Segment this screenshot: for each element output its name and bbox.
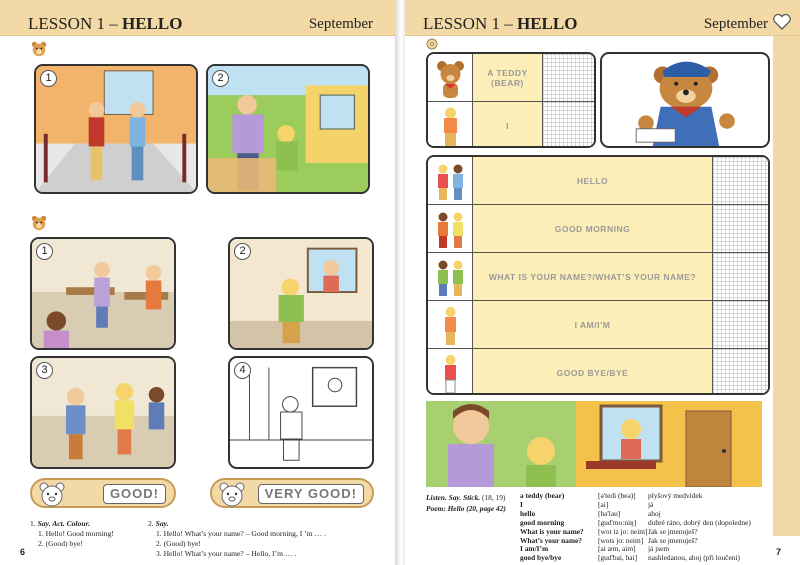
- vocab-row: good morning [gud'mo:niŋ] dobré ráno, dobrý den (dopoledne): [520, 517, 751, 527]
- listen-say-stick: Listen. Say. Stick. (18, 19) Poem: Hello (20, page 42): [426, 493, 506, 513]
- girl-goodbye-picture: [428, 349, 473, 395]
- exercise2-instructions: 2. Say. 1. Hello! What’s your name? – Good morning, I ’m … . 2. (Good) bye! 3. Hello! What’s your name? – Hello, I’m … .: [148, 519, 393, 559]
- bear-marker-2-icon: [30, 214, 48, 232]
- bear-face-icon: [218, 481, 246, 507]
- teddy-bear-drawing-picture: [600, 52, 770, 148]
- vocab-row: What’s your name? [wots jo: neim] Jak se jmenuješ?: [520, 535, 698, 545]
- word-teddy-bear: A TEDDY (BEAR): [473, 54, 543, 101]
- exercise2-picture-4: [228, 356, 374, 469]
- page-number-left: 6: [20, 547, 26, 557]
- girl-picture: [428, 102, 473, 148]
- table-row: [428, 102, 594, 148]
- exercise2-picture-2: [228, 237, 374, 350]
- panel-number: 1: [40, 70, 57, 87]
- exercise1-picture-2: [206, 64, 370, 194]
- good-badge: [30, 478, 176, 508]
- panel-number: 3: [36, 362, 53, 379]
- phrase-hello: HELLO: [473, 157, 713, 204]
- phrase-good-bye: GOOD BYE/BYE: [473, 349, 713, 395]
- book-gutter: [395, 0, 405, 565]
- exercise1-picture-1: [34, 64, 198, 194]
- writing-grid: [543, 54, 594, 101]
- vocab-row: What is your name? [wot iz jo: neim] Jak se jmenuješ?: [520, 526, 698, 536]
- top-vocab-table: [426, 52, 596, 148]
- bear-marker-1-icon: [30, 40, 48, 58]
- teddy-bear-picture: [428, 54, 473, 101]
- left-month: September: [308, 16, 373, 32]
- writing-grid: [713, 205, 768, 252]
- phrase-what-is-your-name: WHAT IS YOUR NAME?/WHAT’S YOUR NAME?: [473, 253, 713, 300]
- instruction-line: 2. (Good) bye!: [38, 539, 83, 548]
- table-row: [428, 54, 594, 102]
- vocab-row: I [ai] já: [520, 499, 654, 509]
- children-morning-picture: [428, 205, 473, 252]
- exercise2-picture-1: [30, 237, 176, 350]
- children-greeting-picture: [428, 157, 473, 204]
- vocab-row: a teddy (bear) [ə'tedi (beə)] plyšový medvídek: [520, 491, 703, 500]
- very-good-badge: [210, 478, 374, 508]
- writing-grid: [543, 102, 594, 148]
- exercise1-instructions: 1. Say. Act. Colour. 1. Hello! Good morning! 2. (Good) bye!: [30, 519, 145, 549]
- vocabulary-list: [520, 492, 751, 563]
- cd-icon: [426, 38, 438, 50]
- writing-grid: [713, 253, 768, 300]
- table-row: [428, 157, 768, 205]
- table-row: [428, 349, 768, 395]
- exercise2-picture-3: [30, 356, 176, 469]
- panel-number: 1: [36, 243, 53, 260]
- writing-grid: [713, 301, 768, 348]
- table-row: [428, 301, 768, 349]
- left-lesson-title: LESSON 1 – HELLO: [28, 14, 183, 33]
- panel-number: 2: [212, 70, 229, 87]
- word-i: I: [473, 102, 543, 148]
- vocab-row: hello [hə'ləu] ahoj: [520, 508, 661, 518]
- heart-icon: [772, 12, 792, 32]
- girl-i-am-picture: [428, 301, 473, 348]
- very-good-label: VERY GOOD!: [258, 484, 364, 504]
- instruction-line: 3. Hello! What’s your name? – Hello, I’m … .: [156, 549, 297, 558]
- right-month: September: [703, 16, 768, 32]
- phrase-good-morning: GOOD MORNING: [473, 205, 713, 252]
- table-row: [428, 205, 768, 253]
- table-row: [428, 253, 768, 301]
- writing-grid: [713, 157, 768, 204]
- instruction-line: 2. (Good) bye!: [156, 539, 201, 548]
- phrase-table: [426, 155, 770, 395]
- children-name-picture: [428, 253, 473, 300]
- right-header: [405, 0, 800, 36]
- greeting-scene-picture: [426, 401, 762, 487]
- writing-grid: [713, 349, 768, 395]
- right-edge-strip: [773, 36, 800, 536]
- page-number-right: 7: [776, 547, 782, 557]
- phrase-i-am: I AM/I’M: [473, 301, 713, 348]
- good-label: GOOD!: [103, 484, 166, 504]
- panel-number: 4: [234, 362, 251, 379]
- panel-number: 2: [234, 243, 251, 260]
- bear-face-icon: [38, 481, 66, 507]
- vocab-row: I am/I’m [ai æm, aim] já jsem: [520, 544, 670, 554]
- instruction-line: 1. Hello! Good morning!: [38, 529, 114, 538]
- instruction-line: 1. Hello! What’s your name? – Good morning, I ’m … .: [156, 529, 326, 538]
- vocab-row: good bye/bye [gud'bai, bai] nashledanou, ahoj (při loučení): [520, 553, 740, 563]
- left-header: [0, 0, 395, 36]
- right-lesson-title: LESSON 1 – HELLO: [423, 14, 578, 33]
